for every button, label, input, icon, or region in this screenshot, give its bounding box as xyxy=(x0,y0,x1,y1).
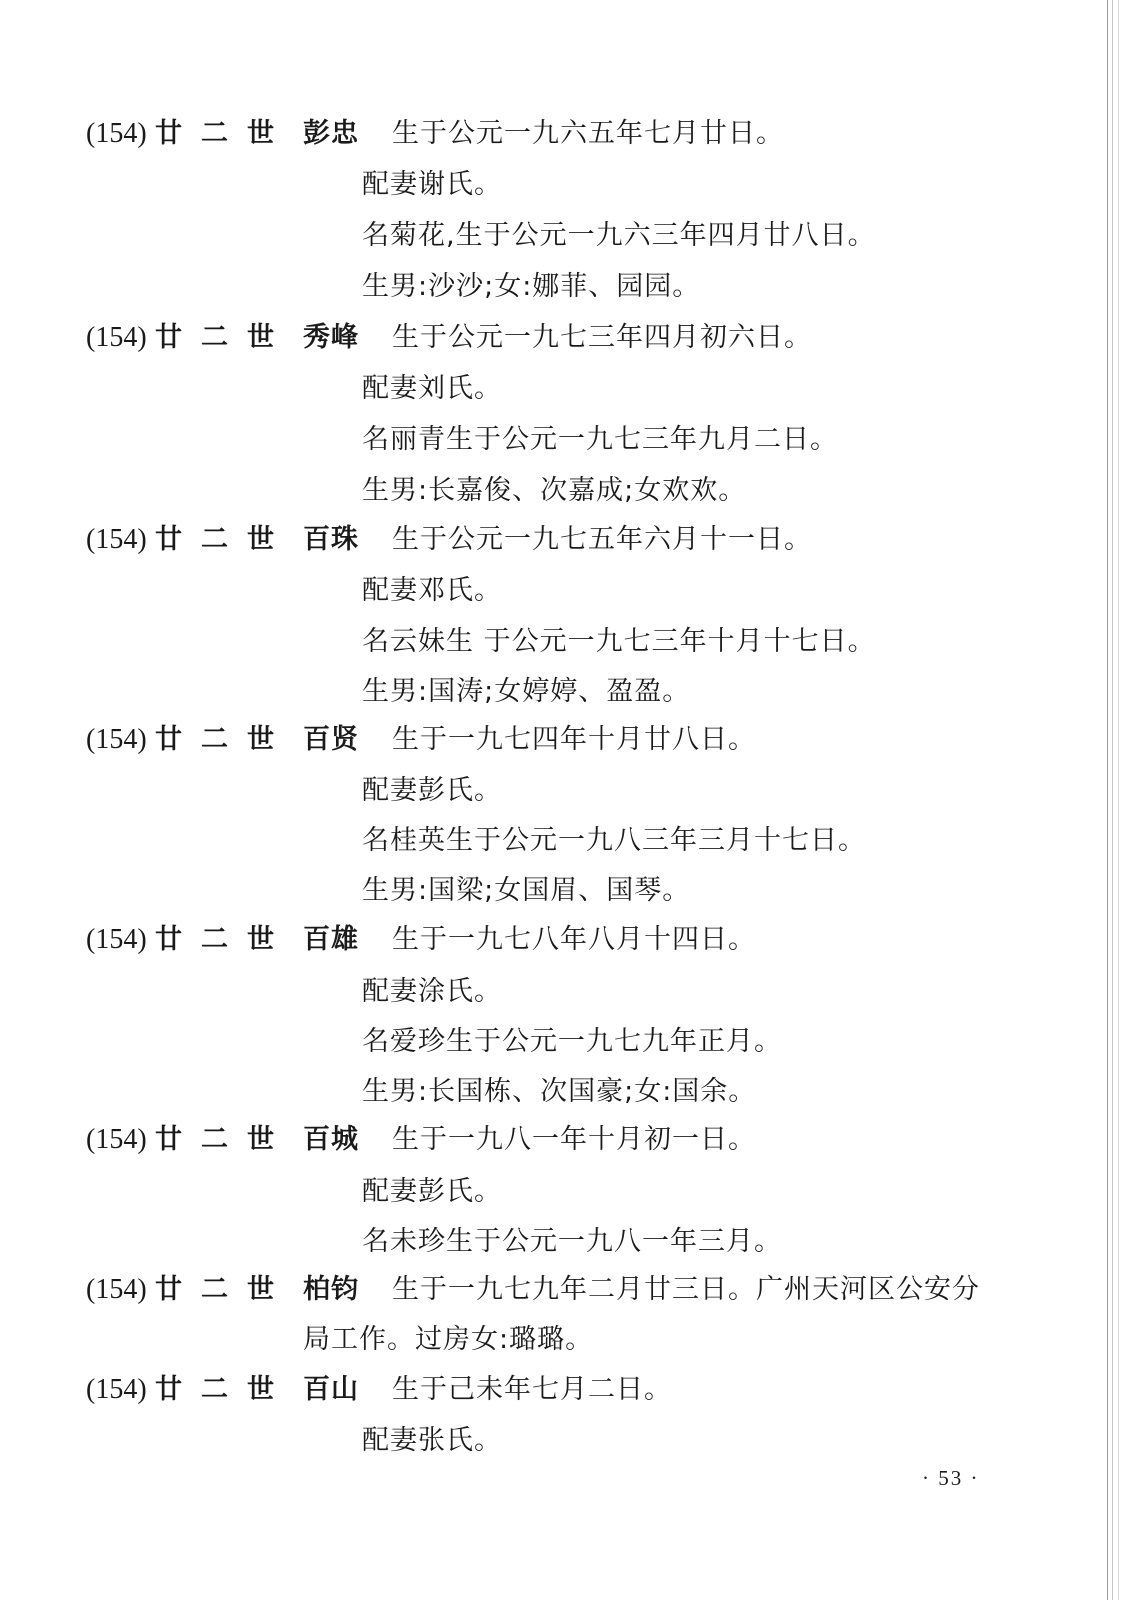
generation-label: 廿二世 xyxy=(155,524,293,555)
spouse-line: 配妻谢氏。 xyxy=(362,169,502,200)
spouse-name-line: 名丽青生于公元一九七三年九月二日。 xyxy=(362,424,838,455)
spouse-name-line: 名爱珍生于公元一九七九年正月。 xyxy=(362,1026,782,1057)
entry-number: (154) xyxy=(86,524,147,555)
spouse-name-line: 名未珍生于公元一九八一年三月。 xyxy=(362,1226,782,1257)
person-name: 秀峰 xyxy=(303,322,359,353)
entry-number: (154) xyxy=(86,724,147,755)
entry-number: (154) xyxy=(86,118,147,149)
children-line: 生男:沙沙;女:娜菲、园园。 xyxy=(362,271,701,302)
person-name: 彭忠 xyxy=(303,118,359,149)
person-name: 百珠 xyxy=(303,524,359,555)
spouse-name-line: 名菊花,生于公元一九六三年四月廿八日。 xyxy=(362,220,876,251)
page-number: · 53 · xyxy=(922,1466,980,1490)
birth-info: 生于一九七八年八月十四日。 xyxy=(392,924,756,955)
person-name: 百山 xyxy=(303,1374,359,1405)
entry-number: (154) xyxy=(86,924,147,955)
entry-number: (154) xyxy=(86,1124,147,1155)
generation-label: 廿二世 xyxy=(155,322,293,353)
birth-info: 生于公元一九六五年七月廿日。 xyxy=(392,118,784,149)
scan-edge-line xyxy=(1107,0,1108,1600)
scan-edge-line xyxy=(1118,0,1119,1600)
spouse-line: 配妻邓氏。 xyxy=(362,575,502,606)
generation-label: 廿二世 xyxy=(155,1374,293,1405)
children-line: 生男:长嘉俊、次嘉成;女欢欢。 xyxy=(362,475,747,506)
generation-label: 廿二世 xyxy=(155,118,293,149)
spouse-name-line: 名桂英生于公元一九八三年三月十七日。 xyxy=(362,825,866,856)
entry-number: (154) xyxy=(86,322,147,353)
scan-edge-line xyxy=(1112,0,1113,1600)
generation-label: 廿二世 xyxy=(155,1124,293,1155)
birth-info-continuation: 局工作。过房女:璐璐。 xyxy=(303,1324,594,1355)
person-name: 柏钧 xyxy=(303,1274,359,1305)
generation-label: 廿二世 xyxy=(155,1274,293,1305)
spouse-name-line: 名云妹生 于公元一九七三年十月十七日。 xyxy=(362,626,876,657)
spouse-line: 配妻张氏。 xyxy=(362,1425,502,1456)
person-name: 百雄 xyxy=(303,924,359,955)
children-line: 生男:国涛;女婷婷、盈盈。 xyxy=(362,676,691,707)
entry-number: (154) xyxy=(86,1374,147,1405)
birth-info: 生于己未年七月二日。 xyxy=(392,1374,672,1405)
birth-info: 生于一九八一年十月初一日。 xyxy=(392,1124,756,1155)
person-name: 百城 xyxy=(303,1124,359,1155)
birth-info: 生于一九七九年二月廿三日。广州天河区公安分 xyxy=(392,1274,980,1305)
generation-label: 廿二世 xyxy=(155,924,293,955)
birth-info: 生于公元一九七五年六月十一日。 xyxy=(392,524,812,555)
generation-label: 廿二世 xyxy=(155,724,293,755)
children-line: 生男:国梁;女国眉、国琴。 xyxy=(362,875,691,906)
birth-info: 生于公元一九七三年四月初六日。 xyxy=(392,322,812,353)
spouse-line: 配妻刘氏。 xyxy=(362,373,502,404)
entry-number: (154) xyxy=(86,1274,147,1305)
spouse-line: 配妻彭氏。 xyxy=(362,775,502,806)
birth-info: 生于一九七四年十月廿八日。 xyxy=(392,724,756,755)
spouse-line: 配妻涂氏。 xyxy=(362,976,502,1007)
children-line: 生男:长国栋、次国豪;女:国余。 xyxy=(362,1076,757,1107)
person-name: 百贤 xyxy=(303,724,359,755)
spouse-line: 配妻彭氏。 xyxy=(362,1176,502,1207)
